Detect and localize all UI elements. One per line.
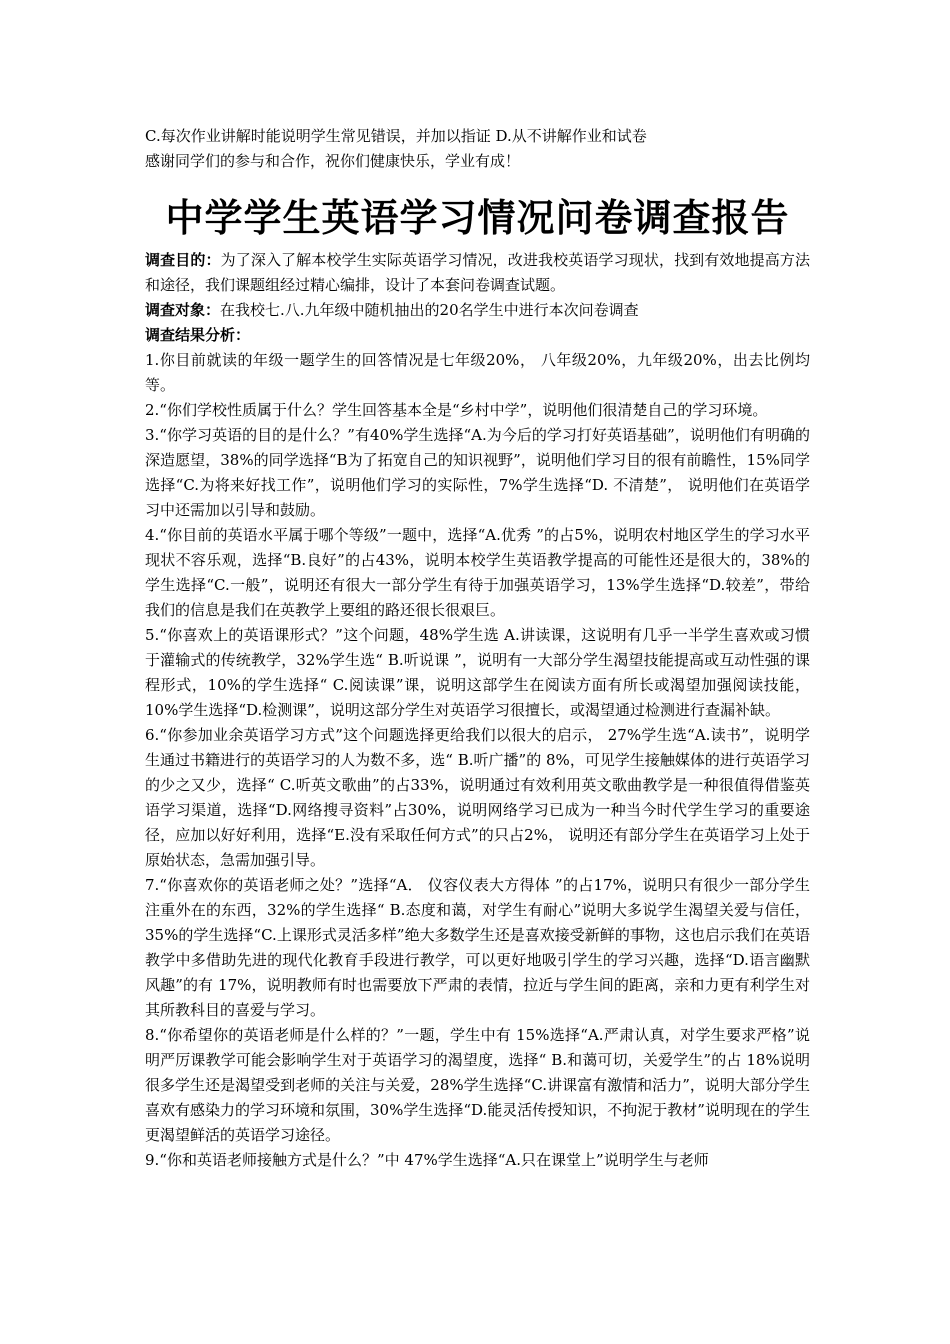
analysis-item-9: 9.“你和英语老师接触方式是什么？”中 47%学生选择“A.只在课堂上”说明学生与老师 xyxy=(145,1151,709,1169)
purpose-label: 调查目的： xyxy=(145,251,221,269)
analysis-item-5: 5.“你喜欢上的英语课形式？”这个问题，48%学生选 A.讲读课，这说明有几乎一半学生喜欢或习惯于灌输式的传统教学，32%学生选“ B.听说课 ”，说明有一大部分学生渴望技能提高或互动性强的课程形式，10%的学生选择“ C.阅读课”课，说明这部学生在阅读方面有所长或渴望加强阅读技能，10%学生选择“D.检测课”，说明这部分学生对英语学习很擅长，或渴望通过检测进行查漏补缺。 xyxy=(145,626,810,719)
analysis-item-1: 1.你目前就读的年级一题学生的回答情况是七年级20%， 八年级20%，九年级20%，出去比例均等。 xyxy=(145,351,810,394)
purpose-text: 为了深入了解本校学生实际英语学习情况，改进我校英语学习现状，找到有效地提高方法和途径，我们课题组经过精心编排，设计了本套问卷调查试题。 xyxy=(145,251,810,294)
analysis-item-8: 8.“你希望你的英语老师是什么样的？”一题，学生中有 15%选择“A.严肃认真，对学生要求严格”说明严厉课教学可能会影响学生对于英语学习的渴望度，选择“ B.和蔼可切，关爱学生”的占 18%说明很多学生还是渴望受到老师的关注与关爱，28%学生选择“C.讲课富有激情和活力”，说明大部分学生喜欢有感染力的学习环境和氛围，30%学生选择“D.能灵活传授知识，不拘泥于教材”说明现在的学生更渴望鲜活的英语学习途径。 xyxy=(145,1026,810,1144)
analysis-item-7: 7.“你喜欢你的英语老师之处？”选择“A． 仪容仪表大方得体 ”的占17%，说明只有很少一部分学生注重外在的东西，32%的学生选择“ B.态度和蔼，对学生有耐心”说明大多说学生渴望关爱与信任，35%的学生选择“C.上课形式灵活多样”绝大多数学生还是喜欢接受新鲜的事物，这也启示我们在英语教学中多借助先进的现代化教育手段进行教学，可以更好地吸引学生的学习兴趣，选择“D.语言幽默风趣”的有 17%，说明教师有时也需要放下严肃的表情，拉近与学生间的距离，亲和力更有利学生对其所教科目的喜爱与学习。 xyxy=(145,876,810,1019)
subjects-label: 调查对象： xyxy=(145,301,221,319)
analysis-item-6: 6.“你参加业余英语学习方式”这个问题选择更给我们以很大的启示， 27%学生选“A.读书”，说明学生通过书籍进行的英语学习的人为数不多，选“ B.听广播”的 8%，可见学生接触媒体的进行英语学习的少之又少，选择“ C.听英文歌曲”的占33%，说明通过有效利用英文歌曲教学是一种很值得借鉴英语学习渠道，选择“D.网络搜寻资料”占30%，说明网络学习已成为一种当今时代学生学习的重要途径，应加以好好利用，选择“E.没有采取任何方式”的只占2%， 说明还有部分学生在英语学习上处于原始状态，急需加强引导。 xyxy=(145,726,810,869)
thanks-line: 感谢同学们的参与和合作，祝你们健康快乐，学业有成！ xyxy=(145,152,521,170)
subjects-paragraph xyxy=(145,298,810,323)
report-title: 中学学生英语学习情况问卷调查报告 xyxy=(165,195,790,240)
subjects-text: 在我校七.八.九年级中随机抽出的20名学生中进行本次问卷调查 xyxy=(220,301,639,319)
purpose-paragraph xyxy=(145,248,810,298)
analysis-item-3: 3.“你学习英语的目的是什么？”有40%学生选择“A.为今后的学习打好英语基础”，说明他们有明确的深造愿望，38%的同学选择“B为了拓宽自己的知识视野”，说明他们学习目的很有前瞻性，15%同学选择“C.为将来好找工作”，说明他们学习的实际性，7%学生选择“D. 不清楚”， 说明他们在英语学习中还需加以引导和鼓励。 xyxy=(145,426,810,519)
analysis-item-2: 2.“你们学校性质属于什么？学生回答基本全是“乡村中学”，说明他们很清楚自己的学习环境。 xyxy=(145,401,768,419)
analysis-label: 调查结果分析： xyxy=(145,326,251,344)
questionnaire-option-line: C.每次作业讲解时能说明学生常见错误，并加以指证 D.从不讲解作业和试卷 xyxy=(145,127,647,145)
analysis-item-4: 4.“你目前的英语水平属于哪个等级”一题中，选择“A.优秀 ”的占5%，说明农村地区学生的学习水平现状不容乐观，选择“B.良好”的占43%，说明本校学生英语教学提高的可能性还是很大的，38%的学生选择“C.一般”，说明还有很大一部分学生有待于加强英语学习，13%学生选择“D.较差”，带给我们的信息是我们在英教学上要组的路还很长很艰巨。 xyxy=(145,526,810,619)
document-body xyxy=(145,124,810,1173)
